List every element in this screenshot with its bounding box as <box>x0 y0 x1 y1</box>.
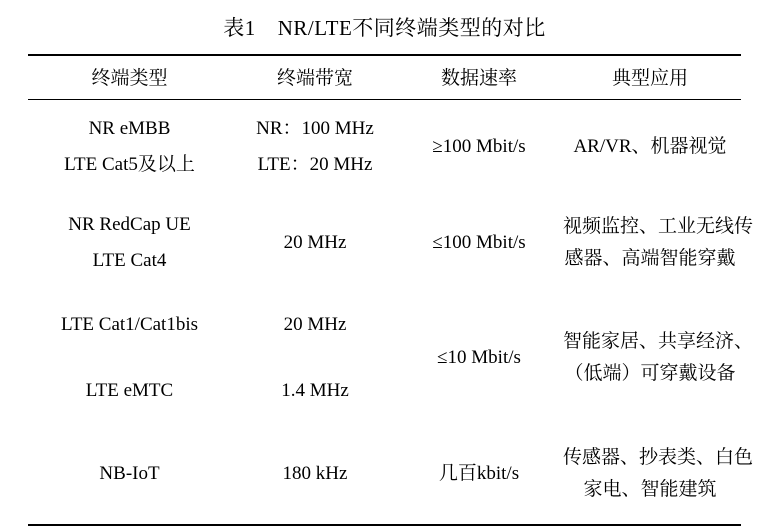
cell-line: NR RedCap UE <box>68 213 191 235</box>
table-header-row <box>28 55 741 100</box>
table-row <box>28 424 741 525</box>
cell-applications <box>559 424 754 525</box>
cell-line: 视频监控、工业无线传 <box>563 215 754 237</box>
cell-line: 180 kHz <box>282 462 348 484</box>
cell-line: LTE Cat5及以上 <box>64 153 195 175</box>
caption-number: 表1 <box>223 16 256 40</box>
cell-bandwidth <box>231 358 399 424</box>
cell-terminal-type <box>28 100 231 195</box>
cell-data-rate <box>399 100 559 195</box>
cell-line: 20 MHz <box>283 313 347 335</box>
cell-line: AR/VR、机器视觉 <box>573 135 727 157</box>
table-row <box>28 292 741 358</box>
cell-terminal-type <box>28 292 231 358</box>
column-header-bandwidth: 终端带宽 <box>231 55 399 100</box>
cell-line: 智能家居、共享经济、 <box>563 330 754 352</box>
cell-line: NB-IoT <box>99 462 160 484</box>
table-row <box>28 100 741 195</box>
cell-applications <box>559 292 754 424</box>
comparison-table <box>28 54 754 526</box>
column-header-data-rate: 数据速率 <box>399 55 559 100</box>
cell-data-rate <box>399 194 559 292</box>
cell-data-rate <box>399 292 559 424</box>
cell-line: （低端）可穿戴设备 <box>564 362 736 384</box>
cell-bandwidth <box>231 292 399 358</box>
cell-terminal-type <box>28 424 231 525</box>
cell-line: 几百kbit/s <box>438 462 520 484</box>
cell-line: LTE eMTC <box>85 379 174 401</box>
cell-bandwidth <box>231 194 399 292</box>
cell-line: LTE Cat4 <box>92 249 167 271</box>
cell-line: ≤10 Mbit/s <box>437 346 521 368</box>
column-header-terminal-type: 终端类型 <box>28 55 231 100</box>
cell-line: 感器、高端智能穿戴 <box>564 247 736 269</box>
cell-bandwidth <box>231 424 399 525</box>
cell-applications <box>559 194 754 292</box>
cell-line: NR eMBB <box>88 117 171 139</box>
cell-terminal-type <box>28 194 231 292</box>
cell-terminal-type <box>28 358 231 424</box>
cell-line: 传感器、抄表类、白色 <box>563 446 754 468</box>
table-row <box>28 194 741 292</box>
cell-line: 家电、智能建筑 <box>583 478 717 500</box>
cell-line: NR：100 MHz <box>256 117 374 139</box>
cell-line: ≤100 Mbit/s <box>432 231 526 253</box>
table-caption <box>28 0 741 54</box>
cell-data-rate <box>399 424 559 525</box>
cell-line: LTE：20 MHz <box>257 153 373 175</box>
cell-line: 1.4 MHz <box>281 379 349 401</box>
column-header-applications: 典型应用 <box>559 55 741 100</box>
cell-applications <box>559 100 741 195</box>
cell-line: LTE Cat1/Cat1bis <box>60 313 199 335</box>
cell-line: ≥100 Mbit/s <box>432 135 526 157</box>
cell-line: 20 MHz <box>283 231 347 253</box>
cell-bandwidth <box>231 100 399 195</box>
caption-title: NR/LTE不同终端类型的对比 <box>277 16 546 40</box>
